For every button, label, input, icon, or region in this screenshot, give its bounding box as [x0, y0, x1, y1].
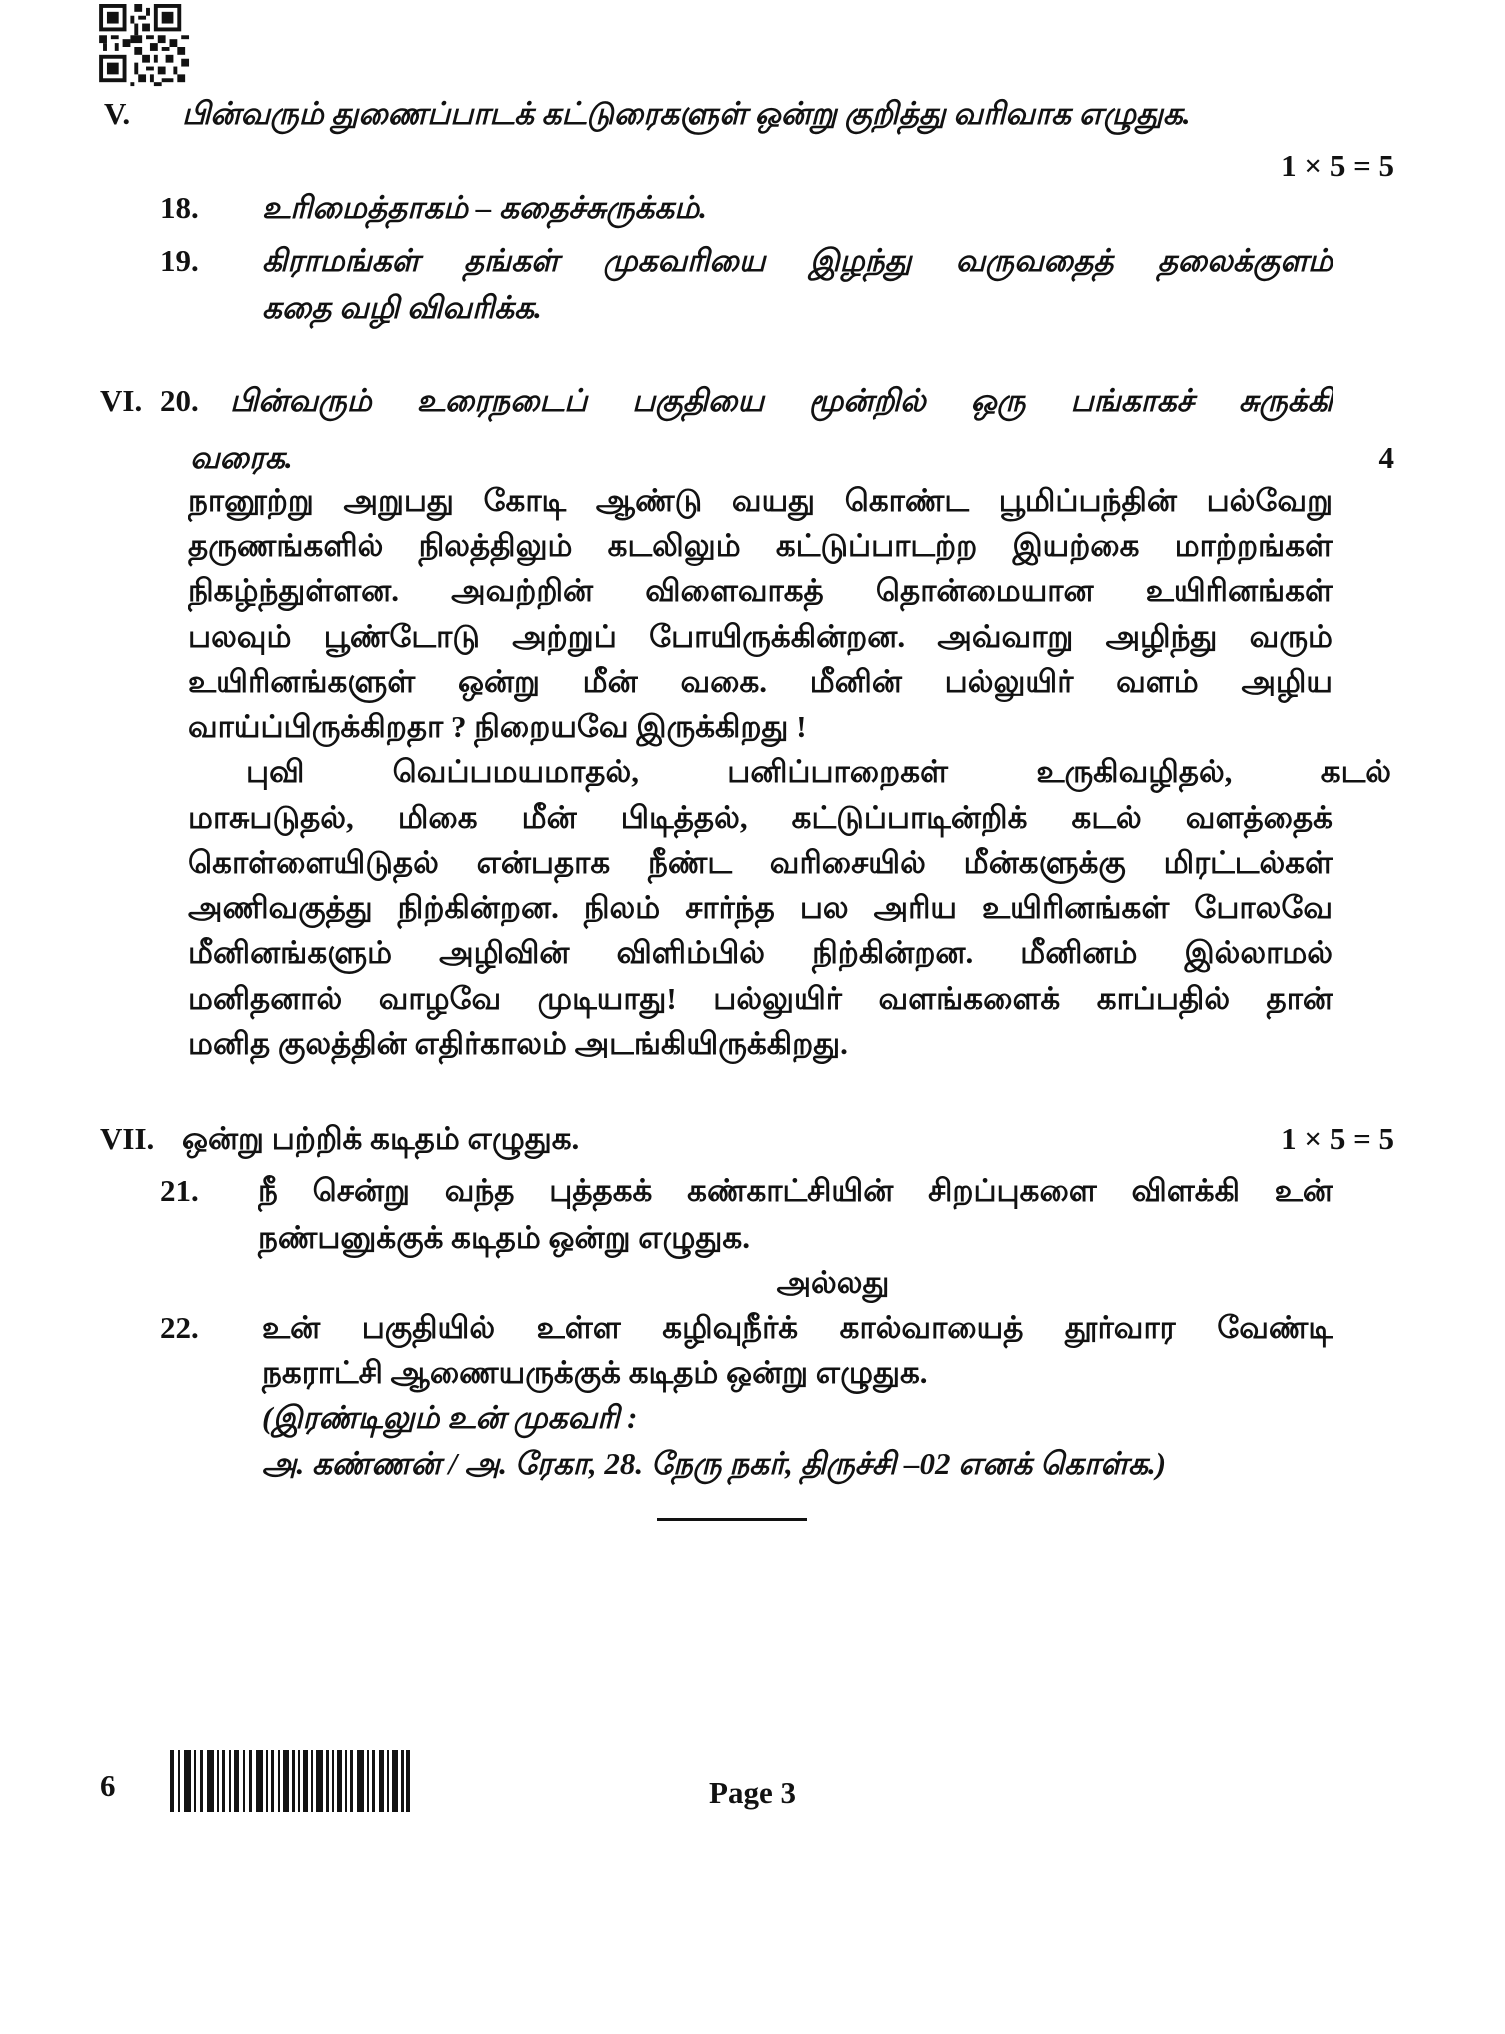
question-20-number: 20. [160, 383, 199, 418]
passage-line: மனித குலத்தின் எதிர்காலம் அடங்கியிருக்கிறது. [188, 1026, 848, 1061]
question-22-line-1: உன் பகுதியில் உள்ள கழிவுநீர்க் கால்வாயைத் தூர்வார வேண்டி [262, 1310, 1333, 1345]
passage-line: மாசுபடுதல், மிகை மீன் பிடித்தல், கட்டுப்பாடின்றிக் கடல் வளத்தைக் [188, 800, 1333, 835]
passage-line: தருணங்களில் நிலத்திலும் கடலிலும் கட்டுப்பாடற்ற இயற்கை மாற்றங்கள் [188, 528, 1333, 563]
section-vii-title: ஒன்று பற்றிக் கடிதம் எழுதுக. [182, 1121, 580, 1156]
question-18-text: உரிமைத்தாகம் – கதைச்சுருக்கம். [262, 190, 707, 225]
question-20-title-line-2: வரைக. [190, 440, 293, 475]
question-21-line-1: நீ சென்று வந்த புத்தகக் கண்காட்சியின் சிறப்புகளை விளக்கி உன் [258, 1173, 1333, 1208]
question-19-number: 19. [160, 243, 199, 278]
question-18-number: 18. [160, 190, 199, 225]
section-vii-numeral: VII. [100, 1121, 155, 1156]
section-vi-numeral: VI. [100, 383, 143, 418]
passage-line: வாய்ப்பிருக்கிறதா ? நிறையவே இருக்கிறது ! [188, 709, 807, 744]
question-22-address-line: அ. கண்ணன் / அ. ரேகா, 28. நேரு நகர், திருச்சி –02 எனக் கொள்க.) [262, 1446, 1167, 1481]
question-21-line-2: நண்பனுக்குக் கடிதம் ஒன்று எழுதுக. [258, 1220, 751, 1255]
passage-line: பலவும் பூண்டோடு அற்றுப் போயிருக்கின்றன. அவ்வாறு அழிந்து வரும் [188, 619, 1333, 654]
question-22-address-note-open: (இரண்டிலும் உன் முகவரி : [262, 1400, 638, 1435]
passage-line: மனிதனால் வாழவே முடியாது! பல்லுயிர் வளங்களைக் காப்பதில் தான் [188, 981, 1333, 1016]
page-number-label: Page 3 [709, 1775, 796, 1810]
qr-code-icon [98, 4, 198, 95]
question-21-number: 21. [160, 1173, 199, 1208]
qr-code [98, 4, 198, 90]
passage-line: மீனினங்களும் அழிவின் விளிம்பில் நிற்கின்றன. மீனினம் இல்லாமல் [188, 935, 1333, 970]
section-v-numeral: V. [104, 96, 131, 131]
section-v-title: பின்வரும் துணைப்பாடக் கட்டுரைகளுள் ஒன்று குறித்து வரிவாக எழுதுக. [182, 96, 1191, 131]
question-22-line-2: நகராட்சி ஆணையருக்குக் கடிதம் ஒன்று எழுதுக. [262, 1355, 928, 1390]
section-vii-marks: 1 × 5 = 5 [1281, 1121, 1394, 1156]
passage-line: புவி வெப்பமயமாதல், பனிப்பாறைகள் உருகிவழிதல், கடல் [246, 754, 1391, 789]
section-v-marks: 1 × 5 = 5 [1281, 148, 1394, 183]
end-rule [657, 1518, 807, 1521]
passage-line: நிகழ்ந்துள்ளன. அவற்றின் விளைவாகத் தொன்மையான உயிரினங்கள் [188, 573, 1333, 608]
passage-line: அணிவகுத்து நிற்கின்றன. நிலம் சார்ந்த பல அரிய உயிரினங்கள் போலவே [188, 890, 1333, 925]
question-20-title-line-1: பின்வரும் உரைநடைப் பகுதியை மூன்றில் ஒரு பங்காகச் சுருக்கி [230, 383, 1333, 418]
booklet-number: 6 [100, 1768, 116, 1803]
passage-line: உயிரினங்களுள் ஒன்று மீன் வகை. மீனின் பல்லுயிர் வளம் அழிய [188, 664, 1333, 699]
question-22-number: 22. [160, 1310, 199, 1345]
passage-line: கொள்ளையிடுதல் என்பதாக நீண்ட வரிசையில் மீன்களுக்கு மிரட்டல்கள் [188, 845, 1333, 880]
question-19-line-1: கிராமங்கள் தங்கள் முகவரியை இழந்து வருவதைத் தலைக்குளம் [262, 243, 1333, 278]
or-separator-label: அல்லது [776, 1265, 890, 1300]
passage-line: நானூற்று அறுபது கோடி ஆண்டு வயது கொண்ட பூமிப்பந்தின் பல்வேறு [188, 483, 1333, 518]
question-19-line-2: கதை வழி விவரிக்க. [262, 290, 542, 325]
question-20-marks: 4 [1378, 440, 1394, 475]
